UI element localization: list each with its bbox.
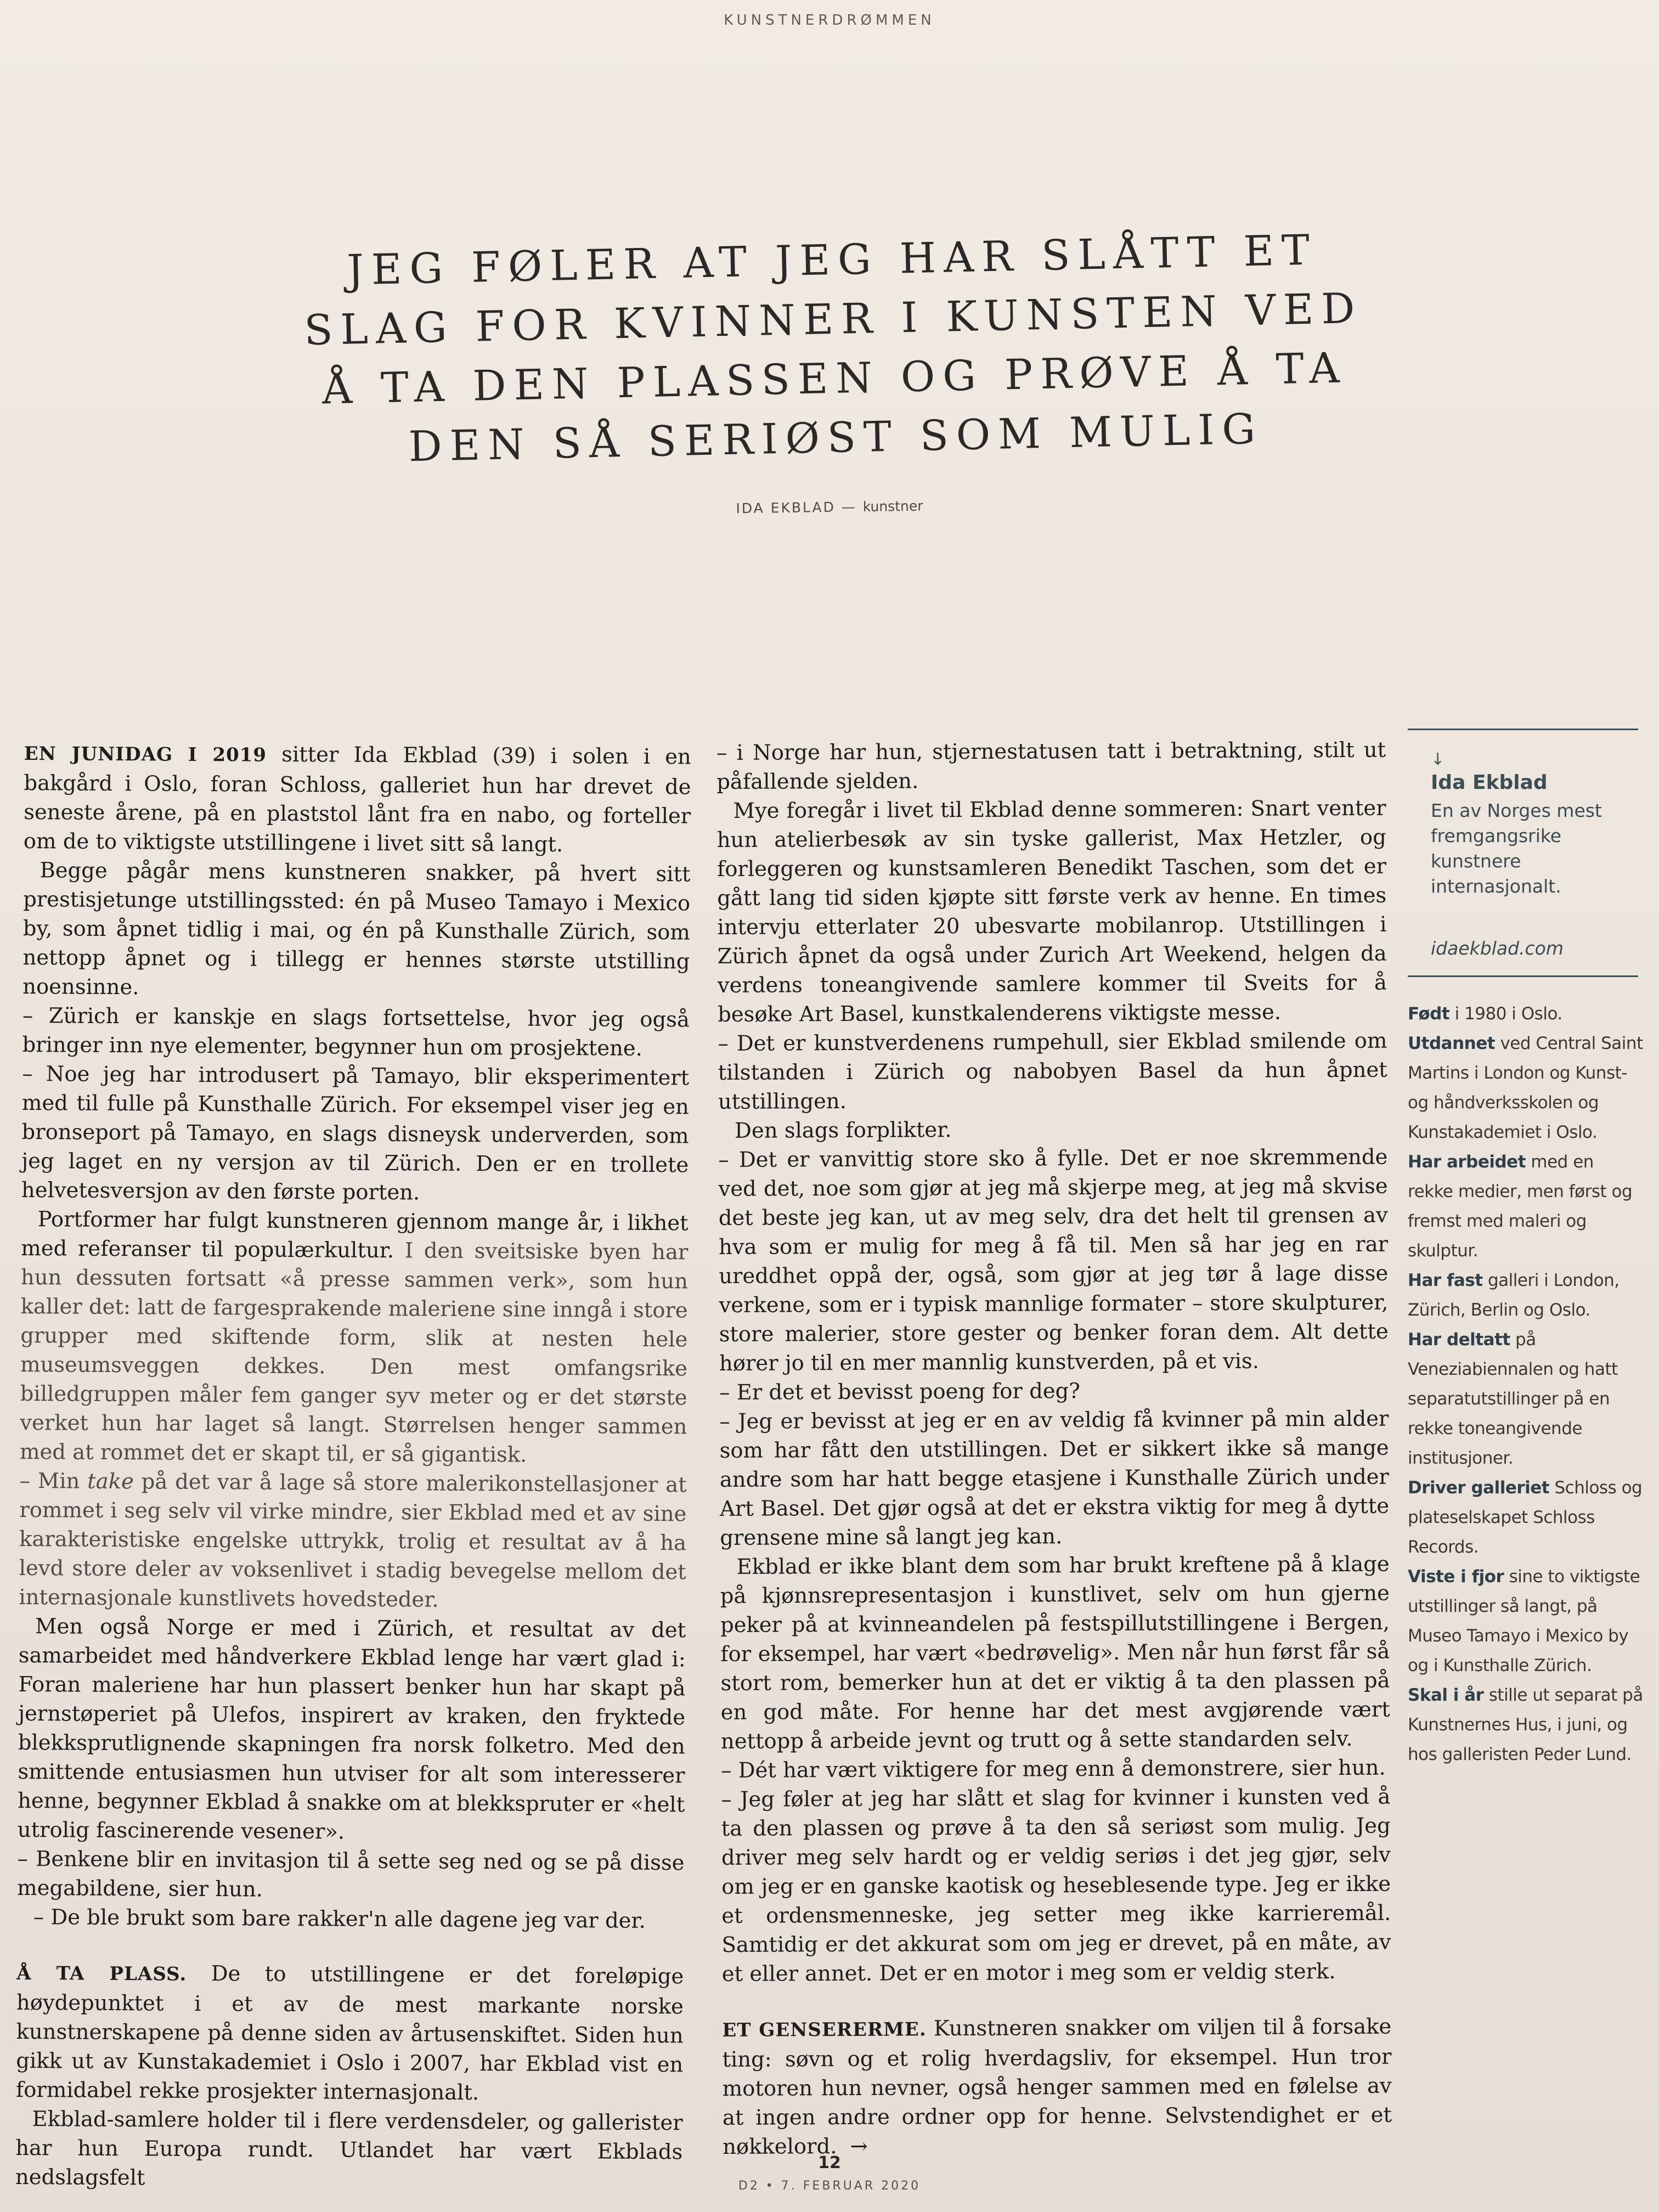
headline-line-3: Å TA DEN PLASSEN OG PRØVE Å TA [321, 343, 1348, 414]
fact-item: Skal i år stille ut separat på Kunstnernes Hus, i juni, og hos galleristen Peder Lund. [1408, 1685, 1643, 1764]
article-paragraph: – Jeg er bevisst at jeg er en av veldig få kvinner på min alder som har fått den utstillingen. Det er sikkert ikke så mange andre som har hatt begge etasjene i Kunsthalle Zürich under Art Basel. Det gjør også at det er ekstra viktig for meg å dytte grensene mine så langt jeg kan. [719, 1406, 1390, 1550]
article-paragraph: – Jeg føler at jeg har slått et slag for kvinner i kunsten ved å ta den plassen og prøve å ta den så seriøst som mulig. Jeg driver meg selv hardt og er veldig seriøs i det jeg gjør, selv om jeg er en ganske kaotisk og heseblesende type. Jeg er ikke et ordensmenneske, jeg setter meg ikke karrieremål. Samtidig er det akkurat som om jeg er drevet, på en måte, av et eller annet. Det er en motor i meg som er veldig sterk. [721, 1784, 1391, 1987]
fact-item: Viste i fjor sine to viktigste utstillinger så langt, på Museo Tamayo i Mexico by og i Kunsthalle Zürich. [1408, 1567, 1640, 1675]
attribution-role: kunstner [862, 498, 923, 515]
article-column-left [15, 738, 691, 2196]
subhead: Å TA PLASS. [16, 1962, 187, 1985]
article-paragraph: – Er det et bevisst poeng for deg? [719, 1379, 1080, 1405]
article-column-right [716, 736, 1392, 2162]
headline-line-4: DEN SÅ SERIØST SOM MULIG [408, 404, 1263, 471]
fact-box [1408, 729, 1644, 1769]
article-paragraph: – Noe jeg har introdusert på Tamayo, blir eksperimentert med til fulle på Kunsthalle Zürich. For eksempel viser jeg en bronseport på Tamayo, en slags disneysk underverden, som jeg laget en ny versjon av til Zürich. Den er en trollete helvetesversjon av den første porten. [21, 1061, 690, 1205]
headline-line-2: SLAG FOR KVINNER I KUNSTEN VED [303, 283, 1363, 355]
article-paragraph: – i Norge har hun, stjernestatusen tatt i betraktning, stilt ut påfallende sjelden. [716, 737, 1386, 794]
article-paragraph: – Det er vanvittig store sko å fylle. Det er noe skremmende ved det, noe som gjør at jeg må skjerpe meg, at jeg må skvise det beste jeg kan, ut av meg selv, dra det helt til grensen av hva som er mulig for meg å få til. Men så har jeg en rar ureddhet oppå der, også, som gjør at jeg tør å lage disse verkene, som er i typisk mannlige formater – store skulpturer, store malerier, store gester og benker foran dem. Alt dette hører jo til en mer mannlig kunstverden, på et vis. [718, 1144, 1389, 1376]
article-paragraph: – Min take på det var å lage så store malerikonstellasjoner at rommet i seg selv vil virke mindre, sier Ekblad med et av sine karakteristiske engelske uttrykk, trolig et resultat av å ha levd store deler av voksenlivet i stadig bevegelse mellom det internasjonale kunstlivets hovedsteder. [19, 1468, 687, 1612]
article-paragraph: – De ble brukt som bare rakker'n alle dagene jeg var der. [33, 1905, 646, 1933]
article-paragraph: ET GENSERERME. Kunstneren snakker om viljen til å forsake ting: søvn og et rolig hverdagsliv, for eksempel. Hun tror motoren hun nevner, også henger sammen med en følelse av at ingen andre ordner opp for henne. Selvstendighet er et nøkkelord. → [722, 2014, 1392, 2159]
divider [1408, 729, 1638, 730]
continue-arrow-icon: → [850, 2134, 868, 2159]
fact-item: Har arbeidet med en rekke medier, men først og fremst med maleri og skulptur. [1408, 1152, 1633, 1261]
divider [1408, 975, 1638, 977]
fact-box-description: En av Norges mest fremgangsrike kunstnere internasjonalt. [1431, 800, 1602, 897]
fact-item: Har fast galleri i London, Zürich, Berlin og Oslo. [1408, 1271, 1620, 1320]
arrow-down-icon: ↓ [1431, 750, 1445, 769]
attribution-name: IDA EKBLAD [736, 499, 836, 517]
attribution-separator: — [841, 499, 857, 515]
subhead: ET GENSERERME. [722, 2018, 927, 2041]
spacer [722, 1986, 1391, 2015]
page-number: 12 [818, 2153, 841, 2172]
fact-item: Utdannet ved Central Saint Martins i London og Kunst- og håndverksskolen og Kunstakademiet i Oslo. [1408, 1034, 1643, 1142]
article-paragraph: Mye foregår i livet til Ekblad denne sommeren: Snart venter hun atelierbesøk av sin tyske gallerist, Max Hetzler, og forleggeren og kunstsamleren Benedikt Taschen, som det er gått lang tid siden kjøpte sitt første verk av henne. En times intervju etterlater 20 ubesvarte mobilanrop. Utstillingen i Zürich åpnet da også under Zurich Art Weekend, helgen da verdens toneangivende samlere kommer til Sveits for å besøke Art Basel, kunstkalenderens viktigste messe. [716, 795, 1387, 1027]
article-paragraph: Ekblad-samlere holder til i flere verdensdeler, og gallerister har hun Europa rundt. Utlandet har vært Ekblads nedslagsfelt [15, 2107, 683, 2191]
article-paragraph: Den slags forplikter. [735, 1118, 952, 1143]
fact-box-name: Ida Ekblad [1431, 771, 1548, 794]
article-paragraph: Ekblad er ikke blant dem som har brukt kreftene på å klage på kjønnsrepresentasjon i kunstlivet, selv om hun gjerne peker på at kvinneandelen på festspillutstillingene i Bergen, for eksempel, har vært «bedrøvelig». Men når hun først får så stort rom, bemerker hun at det er viktig å ta den plassen på en god måte. For henne har det mest avgjørende vært nettopp å arbeide jevnt og trutt og å sette standarden selv. [720, 1551, 1390, 1754]
article-paragraph: Men også Norge er med i Zürich, et resultat av det samarbeidet med håndverkere Ekblad lenge har vært glad i: Foran maleriene har hun plassert benker hun har skapt på jernstøperiet på Ulefos, inspirert av kraken, den fryktede blekksprutlignende skapningen fra norsk folketro. Med den smittende entusiasmen hun utviser for alt som interesserer henne, begynner Ekblad å snakke om at blekkspruter er «helt utrolig fascinerende vesener». [17, 1614, 686, 1844]
fact-list [1408, 999, 1644, 1769]
publication-date: D2 • 7. FEBRUAR 2020 [738, 2179, 921, 2193]
fact-item: Har deltatt på Veneziabiennalen og hatt separatutstillinger på en rekke toneangivende institusjoner. [1408, 1330, 1618, 1468]
article-paragraph: Portformer har fulgt kunstneren gjennom mange år, i likhet med referanser til populærkultur. I den sveitsiske byen har hun dessuten fortsatt «å presse sammen verk», som hun kaller det: latt de fargesprakende maleriene sine inngå i store grupper med skiftende form, slik at nesten hele museumsveggen dekkes. Den mest omfangsrike billedgruppen måler fem ganger syv meter og er det største verket hun har laget så langt. Størrelsen henger sammen med at rommet det er skapt til, er så gigantisk. [19, 1207, 689, 1468]
article-paragraph: Begge pågår mens kunstneren snakker, på hvert sitt prestisjetunge utstillingssted: én på Museo Tamayo i Mexico by, som åpnet tidlig i mai, og én på Kunsthalle Zürich, som nettopp åpnet og i tillegg er hennes største utstilling noensinne. [22, 858, 691, 1000]
pull-quote-headline [294, 219, 1374, 479]
website-link[interactable]: idaekblad.com [1431, 938, 1564, 959]
article-paragraph: – Zürich er kanskje en slags fortsettelse, hvor jeg også bringer inn nye elementer, begynner hun om prosjektene. [22, 1003, 690, 1061]
section-label: KUNSTNERDRØMMEN [724, 12, 935, 29]
article-paragraph: – Dét har vært viktigere for meg enn å demonstrere, sier hun. [721, 1755, 1386, 1783]
spacer [16, 1932, 684, 1962]
quote-attribution [0, 488, 1659, 527]
article-paragraph: Å TA PLASS. De to utstillingene er det foreløpige høydepunktet i et av de mest markante norske kunstnerskapene på denne siden av årtusenskiftet. Siden hun gikk ut av Kunstakademiet i Oslo i 2007, har Ekblad vist en formidabel rekke prosjekter internasjonalt. [15, 1961, 684, 2106]
article-paragraph: – Det er kunstverdenens rumpehull, sier Ekblad smilende om tilstanden i Zürich og nabobyen Basel da hun åpnet utstillingen. [718, 1028, 1387, 1114]
article-paragraph: – Benkene blir en invitasjon til å sette seg ned og se på disse megabildene, sier hun. [17, 1846, 685, 1902]
lead-in-caps: EN JUNIDAG I 2019 [24, 742, 267, 766]
article-paragraph: EN JUNIDAG I 2019 sitter Ida Ekblad (39) i solen i en bakgård i Oslo, foran Schloss, galleriet hun har drevet de seneste årene, på en plaststol lånt fra en nabo, og forteller om de to viktigste utstillingene i livet sitt så langt. [23, 742, 691, 857]
fact-item: Født i 1980 i Oslo. [1408, 1004, 1562, 1024]
fact-item: Driver galleriet Schloss og plateselskapet Schloss Records. [1408, 1478, 1643, 1557]
headline-line-1: JEG FØLER AT JEG HAR SLÅTT ET [346, 225, 1318, 295]
